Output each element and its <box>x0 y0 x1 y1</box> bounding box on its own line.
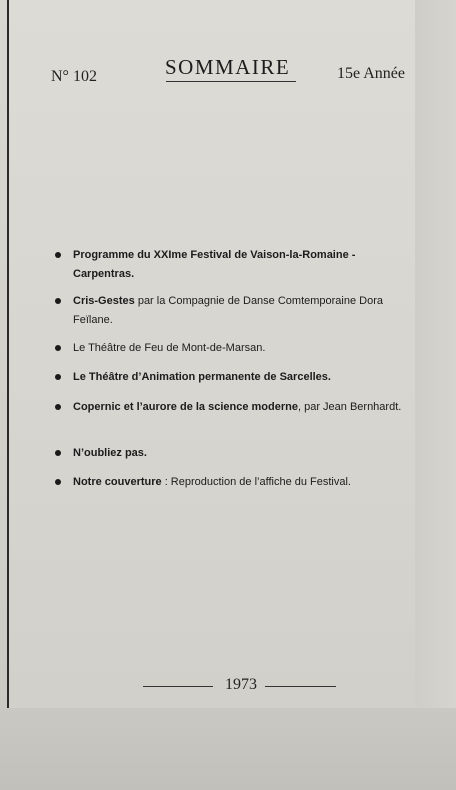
bullet-icon <box>55 374 61 380</box>
toc-item-detail: Le Théâtre de Feu de Mont-de-Marsan. <box>73 342 266 354</box>
bullet-icon <box>55 252 61 258</box>
bullet-icon <box>55 479 61 485</box>
bullet-icon <box>55 404 61 410</box>
toc-item-detail: par la Compagnie de Danse Comtemporaine Dora Feïlane. <box>73 295 384 326</box>
toc-item-title: Notre couverture <box>73 476 162 488</box>
toc-item-title: Cris-Gestes <box>73 295 135 307</box>
title-underline <box>166 81 296 82</box>
page-shadow-edge <box>413 0 456 790</box>
toc-item-title: N’oubliez pas. <box>73 447 147 459</box>
footer-rule-left <box>143 686 213 687</box>
footer-year <box>143 676 336 696</box>
toc-item-title: Programme du XXIme Festival de Vaison-la-Romaine - Carpentras. <box>73 249 356 280</box>
bullet-icon <box>55 450 61 456</box>
footer-year-text: 1973 <box>225 676 257 693</box>
toc-item-title: Copernic et l’aurore de la science moderne <box>73 401 298 413</box>
year-of-publication: 15e Année <box>337 65 405 82</box>
toc-item-title: Le Théâtre d’Animation permanente de Sarcelles. <box>73 371 331 383</box>
issue-number: N° 102 <box>51 68 97 85</box>
bullet-icon <box>55 298 61 304</box>
toc-item-detail: : Reproduction de l’affiche du Festival. <box>161 476 351 488</box>
footer-rule-right <box>265 686 336 687</box>
bullet-icon <box>55 345 61 351</box>
background-surface <box>0 708 456 790</box>
toc-item-detail: , par Jean Bernhardt. <box>297 401 402 413</box>
page-title: SOMMAIRE <box>165 55 291 79</box>
